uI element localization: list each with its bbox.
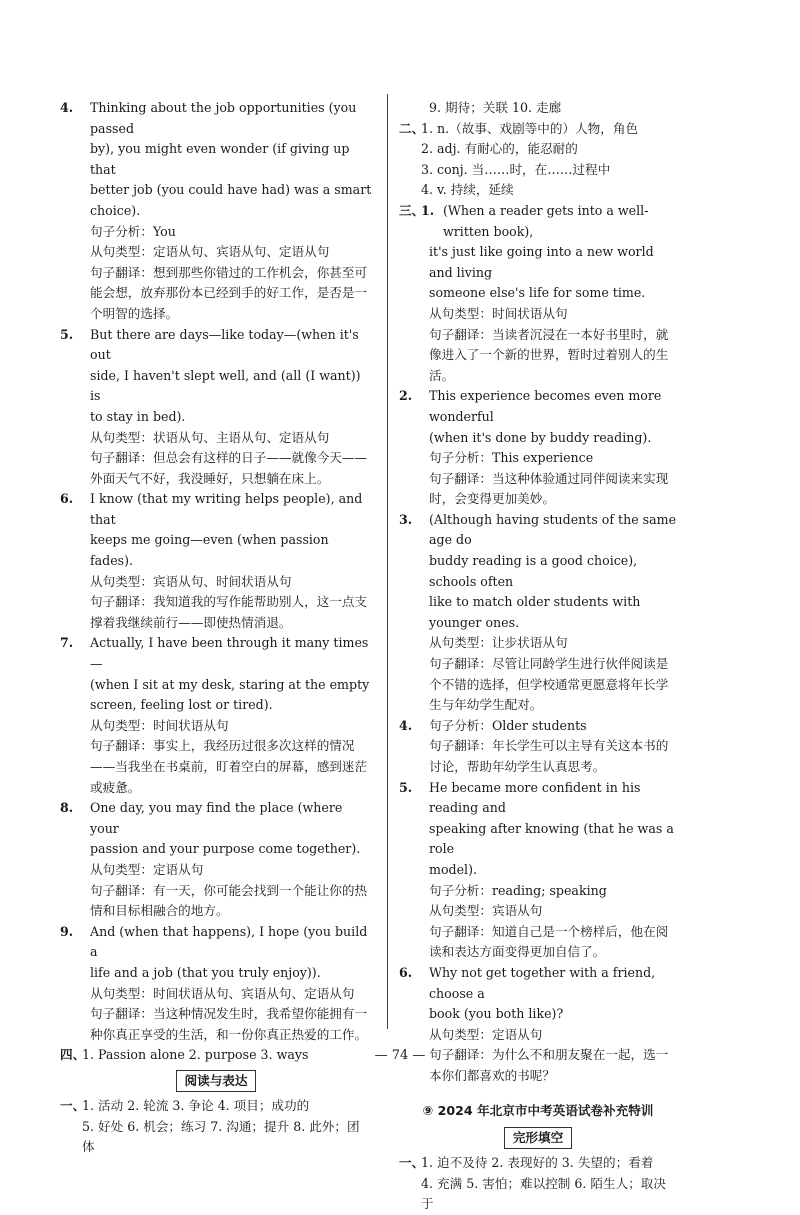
sentence-translation: 句子翻译：当这种情况发生时，我希望你能拥有一种你真正享受的生活，和一份你真正热爱的工作。 [90,1006,368,1042]
analysis-item-3: 3. (Although having students of the same age do buddy reading is a good choice), schools often like to match older students with younger ones. 从句类型：让步状语从句 句子翻译：尽管让同龄学生进行伙伴阅读是个不错的选择，但学校通常更愿意将年长学生与年幼学生配对。 [399,510,677,716]
sentence-translation: 句子翻译：年长学生可以主导有关这本书的讨论，帮助年幼学生认真思考。 [429,738,669,774]
sentence-item-5: 5. But there are days—like today—(when it's out side, I haven't slept well, and (all (I want)) is to stay in bed). 从句类型：状语从句、主语从句、定语从句 句子翻译：但总会有这样的日子——就像今天——外面天气不好，我没睡好，只想躺在床上。 [60,325,372,490]
sentence-translation: 句子翻译：为什么不和朋友聚在一起，选一本你们都喜欢的书呢？ [429,1047,669,1083]
sentence-translation: 句子翻译：知道自己是一个榜样后，他在阅读和表达方面变得更加自信了。 [429,923,669,960]
sentence-line: (Although having students of the same age do [429,511,677,548]
sentence-line: passion and your purpose come together). [90,841,361,857]
clause-type: 从句类型：让步状语从句 [429,635,568,651]
sentence-line: better job (you could have had) was a smart [90,182,372,198]
sentence-line: like to match older students with younger ones. [429,594,641,630]
sentence-line: Actually, I have been through it many times— [90,635,369,672]
sentence-translation: 句子翻译：当读者沉浸在一本好书里时，就像进入了一个新的世界，暂时过着别人的生活。 [429,326,669,383]
sentence-line: speaking after knowing (that he was a role [429,820,674,857]
sentence-line: Why not get together with a friend, choose a [429,964,656,1001]
sentence-item-8: 8. One day, you may find the place (where your passion and your purpose come together). 从句类型：定语从句 句子翻译：有一天，你可能会找到一个能让你的热情和目标相融合的地方。 [60,798,372,922]
sentence-line: (when it's done by buddy reading). [429,429,652,445]
sentence-line: He became more confident in his reading and [429,779,641,816]
sentence-line: But there are days—like today—(when it's out [90,326,359,363]
sentence-item-6: 6. I know (that my writing helps people), and that keeps me going—even (when passion fades). 从句类型：宾语从句、时间状语从句 句子翻译：我知道我的写作能帮助别人，这一点支撑着我继续前行——即使热情消退。 [60,489,372,633]
section-three: 三、 1. (When a reader gets into a well-written book), it's just like going into a new world and living someone else's life for some time. 从句类型：时间状语从句 句子翻译：当读者沉浸在一本好书里时，就像进入了一个新的世界，暂时过着别人的生活。 2. This experience becomes even more wonderful (when it's done by buddy reading). 句子分析：This experience 句子翻译：当这种体验通过同伴阅读来实现时，会变得更加美妙。 3. (Although having students of the same age do buddy reading is a good choice), schools often like to match older students with younger ones. 从句类型：让步状语从句 句子翻译：尽管让同龄学生进行伙伴阅读是个不错的选择，但学校通常更愿意将年长学生与年幼学生配对。 4. 句子分析：Older students 句子翻译：年长学生可以主导有关这本书的讨论，帮助年幼学生认真思考。 5. He became more confident in his reading and speaking after knowing (that he was a role model). 句子分析：reading; speaking 从句类型：宾语从句 句子翻译：知道自己是一个榜样后，他在阅读和表达方面变得更加自信了。 6. Why not get together with a friend, choose a book (you both like)? 从句类型：定语从句 句子翻译：为什么不和朋友聚在一起，选一本你们都喜欢的书呢？ [399,201,677,1087]
sentence-translation: 句子翻译：我知道我的写作能帮助别人，这一点支撑着我继续前行——即使热情消退。 [90,594,368,630]
sentence-line: it's just like going into a new world and living [429,244,654,280]
vocab-line: 5. 好处 6. 机会；练习 7. 沟通；提升 8. 此外；团体 [82,1118,360,1155]
cloze-line: 1. 迫不及待 2. 表现好的 3. 失望的；看着 [421,1155,654,1171]
analysis-item-2: 2. This experience becomes even more wonderful (when it's done by buddy reading). 句子分析：This experience 句子翻译：当这种体验通过同伴阅读来实现时，会变得更加美妙。 [399,386,677,510]
clause-type: 从句类型：状语从句、主语从句、定语从句 [90,429,330,445]
sentence-line: (When a reader gets into a well-written book), [443,202,649,239]
definition-line: 4. v. 持续，延续 [421,182,514,198]
sentence-analysis: 句子分析：You [90,223,176,239]
clause-type: 从句类型：时间状语从句、宾语从句、定语从句 [90,985,355,1001]
sentence-analysis: 句子分析：This experience [429,450,594,466]
sentence-line: to stay in bed). [90,408,186,424]
sentence-line: And (when that happens), I hope (you build a [90,923,368,960]
sentence-line: keeps me going—even (when passion fades). [90,532,329,569]
section-two: 二、 1. n.（故事、戏剧等中的）人物，角色 2. adj. 有耐心的，能忍耐的 3. conj. 当……时，在……过程中 4. v. 持续，延续 [399,119,677,201]
sentence-line: model). [429,861,477,877]
exam-section-title: ⑨ 2024 年北京市中考英语试卷补充特训 [422,1102,654,1118]
page-number: — 74 — [374,1048,426,1063]
clause-type: 从句类型：宾语从句、时间状语从句 [90,573,292,589]
definition-line: 2. adj. 有耐心的，能忍耐的 [421,141,578,157]
analysis-item-4: 4. 句子分析：Older students 句子翻译：年长学生可以主导有关这本书的讨论，帮助年幼学生认真思考。 [399,716,677,778]
clause-type: 从句类型：定语从句 [429,1026,543,1042]
left-column [60,98,372,1158]
sentence-line: book (you both like)? [429,1006,564,1022]
sentence-line: side, I haven't slept well, and (all (I want)) is [90,367,361,404]
sentence-item-7: 7. Actually, I have been through it many times— (when I sit at my desk, staring at the empty screen, feeling lost or tired). 从句类型：时间状语从句 句子翻译：事实上，我经历过很多次这样的情况——当我坐在书桌前，盯着空白的屏幕，感到迷茫或疲惫。 [60,633,372,798]
definition-line: 3. conj. 当……时，在……过程中 [421,161,611,177]
sentence-translation: 句子翻译：尽管让同龄学生进行伙伴阅读是个不错的选择，但学校通常更愿意将年长学生与年幼学生配对。 [429,656,669,713]
clause-type: 从句类型：时间状语从句 [429,305,568,321]
sentence-translation: 句子翻译：但总会有这样的日子——就像今天——外面天气不好，我没睡好，只想躺在床上。 [90,450,368,486]
sentence-line: by), you might even wonder (if giving up that [90,141,350,177]
sentence-line: screen, feeling lost or tired). [90,697,273,713]
section-four: 四、 1. Passion alone 2. purpose 3. ways [60,1045,372,1066]
reading-expression-title: 阅读与表达 [60,1070,372,1092]
clause-type: 从句类型：宾语从句 [429,903,543,919]
sentence-translation: 句子翻译：当这种体验通过同伴阅读来实现时，会变得更加美妙。 [429,470,669,507]
section-four-answers: 1. Passion alone 2. purpose 3. ways [82,1047,309,1063]
analysis-item-6: 6. Why not get together with a friend, choose a book (you both like)? 从句类型：定语从句 句子翻译：为什么不和朋友聚在一起，选一本你们都喜欢的书呢？ [399,963,677,1087]
sentence-translation: 句子翻译：事实上，我经历过很多次这样的情况——当我坐在书桌前，盯着空白的屏幕，感到迷茫或疲惫。 [90,738,368,795]
sentence-analysis: 句子分析：Older students [429,717,587,733]
sentence-line: someone else's life for some time. [429,285,646,301]
sentence-line: This experience becomes even more wonderful [429,388,662,424]
sentence-item-4: 4. Thinking about the job opportunities (you passed by), you might even wonder (if giving up that better job (you could have had) was a smart choice). 句子分析：You 从句类型：定语从句、宾语从句、定语从句 句子翻译：想到那些你错过的工作机会，你甚至可能会想，放弃那份本已经到手的好工作，是否是一个明智的选择。 [60,98,372,325]
sentence-item-9: 9. And (when that happens), I hope (you build a life and a job (that you truly enjoy)). 从句类型：时间状语从句、宾语从句、定语从句 句子翻译：当这种情况发生时，我希望你能拥有一种你真正享受的生活，和一份你真正热爱的工作。 [60,922,372,1046]
sentence-line: choice). [90,202,141,218]
analysis-item-1: 1. (When a reader gets into a well-written book), it's just like going into a new world and living someone else's life for some time. 从句类型：时间状语从句 句子翻译：当读者沉浸在一本好书里时，就像进入了一个新的世界，暂时过着别人的生活。 [399,201,677,386]
sentence-translation: 句子翻译：有一天，你可能会找到一个能让你的热情和目标相融合的地方。 [90,882,368,919]
sentence-translation: 句子翻译：想到那些你错过的工作机会，你甚至可能会想，放弃那份本已经到手的好工作，是否是一个明智的选择。 [90,264,368,321]
sentence-line: (when I sit at my desk, staring at the empty [90,676,370,692]
cloze-title: 完形填空 [399,1127,677,1149]
sentence-line: buddy reading is a good choice), schools often [429,553,638,589]
sentence-line: life and a job (that you truly enjoy)). [90,964,321,980]
sentence-analysis: 句子分析：reading; speaking [429,882,607,898]
clause-type: 从句类型：时间状语从句 [90,717,229,733]
analysis-item-5: 5. He became more confident in his reading and speaking after knowing (that he was a role model). 句子分析：reading; speaking 从句类型：宾语从句 句子翻译：知道自己是一个榜样后，他在阅读和表达方面变得更加自信了。 [399,778,677,963]
clause-type: 从句类型：定语从句 [90,861,204,877]
vocab-continued: 9. 期待；关联 10. 走廊 [429,100,562,115]
vocab-section-one: 一、 1. 活动 2. 轮流 3. 争论 4. 项目；成功的 5. 好处 6. 机会；练习 7. 沟通；提升 8. 此外；团体 [60,1096,372,1158]
column-divider [387,94,388,1029]
vocab-line: 1. 活动 2. 轮流 3. 争论 4. 项目；成功的 [82,1097,310,1113]
definition-line: 1. n.（故事、戏剧等中的）人物，角色 [421,120,639,136]
cloze-section-one: 一、 1. 迫不及待 2. 表现好的 3. 失望的；看着 4. 充满 5. 害怕；难以控制 6. 陌生人；取决于 [399,1153,677,1215]
cloze-line: 4. 充满 5. 害怕；难以控制 6. 陌生人；取决于 [421,1175,666,1212]
sentence-line: Thinking about the job opportunities (you passed [90,100,357,136]
sentence-line: I know (that my writing helps people), and that [90,491,363,527]
clause-type: 从句类型：定语从句、宾语从句、定语从句 [90,244,330,260]
sentence-line: One day, you may find the place (where your [90,800,343,836]
